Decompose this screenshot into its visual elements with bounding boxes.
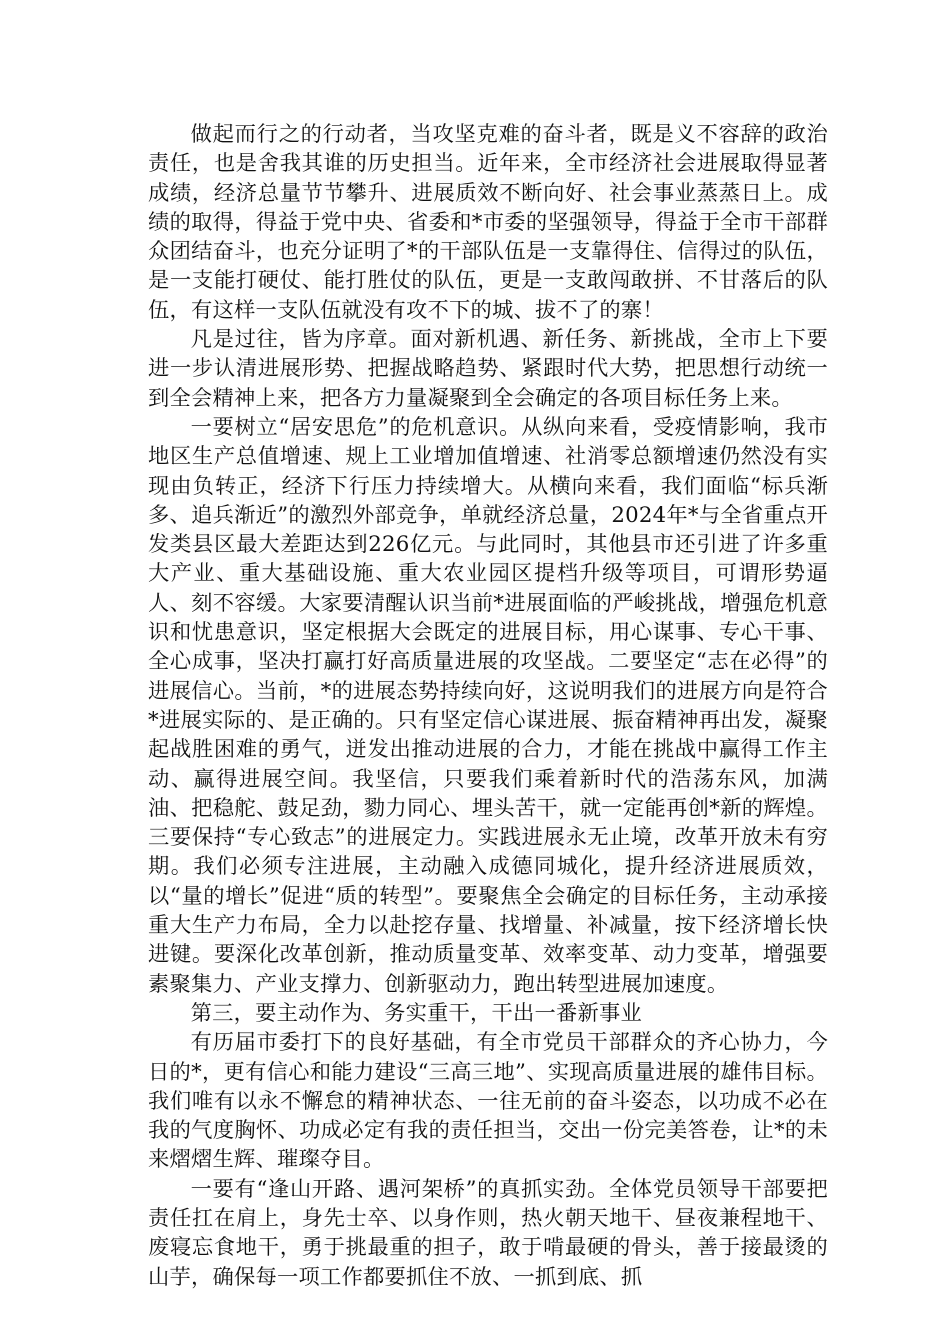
paragraph-foundation: 有历届市委打下的良好基础，有全市党员干部群众的齐心协力，今日的*，更有信心和能力建设“三高三地”、实现高质量进展的雄伟目标。我们唯有以永不懈怠的精神状态、一往无前的奋斗姿态，以功成不必在我的气度胸怀、功成必定有我的责任担当，交出一份完美答卷，让*的未来熠熠生辉、璀璨夺目。 xyxy=(148,1030,828,1173)
paragraph-responsibility: 做起而行之的行动者，当攻坚克难的奋斗者，既是义不容辞的政治责任，也是舍我其谁的历史担当。近年来，全市经济社会进展取得显著成绩，经济总量节节攀升、进展质效不断向好、社会事业蒸蒸日上。成绩的取得，得益于党中央、省委和*市委的坚强领导，得益于全市干部群众团结奋斗，也充分证明了*的干部队伍是一支靠得住、信得过的队伍，是一支能打硬仗、能打胜仗的队伍，更是一支敢闯敢拼、不甘落后的队伍，有这样一支队伍就没有攻不下的城、拔不了的寨！ xyxy=(148,122,828,323)
paragraph-hard-work: 一要有“逢山开路、遇河架桥”的真抓实劲。全体党员领导干部要把责任扛在肩上，身先士卒、以身作则，热火朝天地干、昼夜兼程地干、废寝忘食地干，勇于挑最重的担子，敢于啃最硬的骨头，善于接最烫的山芋，确保每一项工作都要抓住不放、一抓到底、抓 xyxy=(148,1176,828,1290)
paragraph-past-prologue: 凡是过往，皆为序章。面对新机遇、新任务、新挑战，全市上下要进一步认清进展形势、把握战略趋势、紧跟时代大势，把思想行动统一到全会精神上来，把各方力量凝聚到全会确定的各项目标任务上来。 xyxy=(148,327,828,411)
section-heading-third: 第三，要主动作为、务实重干，干出一番新事业 xyxy=(190,1000,643,1026)
document-body xyxy=(148,120,828,1292)
paragraph-crisis-awareness: 一要树立“居安思危”的危机意识。从纵向来看，受疫情影响，我市地区生产总值增速、规上工业增加值增速、社消零总额增速仍然没有实现由负转正，经济下行压力持续增大。从横向来看，我们面临“标兵渐多、追兵渐近”的激烈外部竞争，单就经济总量，2024年*与全省重点开发类县区最大差距达到226亿元。与此同时，其他县市还引进了许多重大产业、重大基础设施、重大农业园区提档升级等项目，可谓形势逼人、刻不容缓。大家要清醒认识当前*进展面临的严峻挑战，增强危机意识和忧患意识，坚定根据大会既定的进展目标，用心谋事、专心干事、全心成事，坚决打赢打好高质量进展的攻坚战。二要坚定“志在必得”的进展信心。当前，*的进展态势持续向好，这说明我们的进展方向是符合*进展实际的、是正确的。只有坚定信心谋进展、振奋精神再出发，凝聚起战胜困难的勇气，迸发出推动进展的合力，才能在挑战中赢得工作主动、赢得进展空间。我坚信，只要我们乘着新时代的浩荡东风，加满油、把稳舵、鼓足劲，勠力同心、埋头苦干，就一定能再创*新的辉煌。三要保持“专心致志”的进展定力。实践进展永无止境，改革开放未有穷期。我们必须专注进展，主动融入成德同城化，提升经济进展质效，以“量的增长”促进“质的转型”。要聚焦全会确定的目标任务，主动承接重大生产力布局，全力以赴挖存量、找增量、补减量，按下经济增长快进键。要深化改革创新，推动质量变革、效率变革、动力变革，增强要素聚集力、产业支撑力、创新驱动力，跑出转型进展加速度。 xyxy=(148,414,828,997)
